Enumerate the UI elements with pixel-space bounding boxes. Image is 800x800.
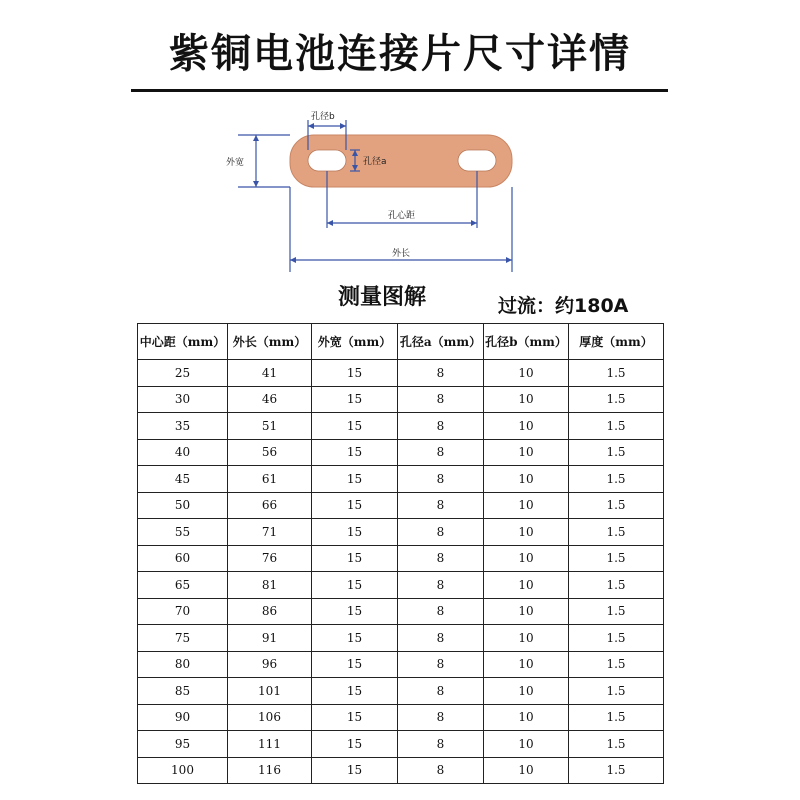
cell-hole-b: 10: [484, 413, 569, 440]
slot-right: [458, 150, 496, 171]
table-row: [138, 519, 664, 546]
table-row: [138, 731, 664, 758]
cell-hole-a: 8: [398, 439, 484, 466]
cell-hole-a: 8: [398, 757, 484, 784]
cell-thickness: 1.5: [569, 757, 664, 784]
cell-outer-width: 15: [312, 757, 398, 784]
label-outer-width: 外宽: [226, 158, 245, 168]
table-row: [138, 466, 664, 493]
cell-outer-width: 15: [312, 598, 398, 625]
label-hole-a: 孔径a: [363, 157, 387, 167]
cell-thickness: 1.5: [569, 572, 664, 599]
header-center-distance: 中心距（mm）: [138, 324, 228, 360]
cell-center-distance: 55: [138, 519, 228, 546]
cell-center-distance: 25: [138, 360, 228, 387]
cell-hole-b: 10: [484, 678, 569, 705]
cell-thickness: 1.5: [569, 386, 664, 413]
cell-thickness: 1.5: [569, 413, 664, 440]
cell-hole-b: 10: [484, 545, 569, 572]
cell-hole-b: 10: [484, 439, 569, 466]
header-hole-b: 孔径b（mm）: [484, 324, 569, 360]
cell-hole-a: 8: [398, 492, 484, 519]
cell-center-distance: 95: [138, 731, 228, 758]
cell-outer-width: 15: [312, 625, 398, 652]
cell-hole-a: 8: [398, 598, 484, 625]
cell-outer-length: 111: [228, 731, 312, 758]
cell-outer-length: 101: [228, 678, 312, 705]
cell-center-distance: 70: [138, 598, 228, 625]
cell-hole-b: 10: [484, 360, 569, 387]
cell-outer-width: 15: [312, 651, 398, 678]
cell-hole-a: 8: [398, 545, 484, 572]
cell-center-distance: 100: [138, 757, 228, 784]
table-row: [138, 651, 664, 678]
cell-thickness: 1.5: [569, 439, 664, 466]
cell-outer-width: 15: [312, 439, 398, 466]
cell-hole-b: 10: [484, 519, 569, 546]
cell-outer-width: 15: [312, 466, 398, 493]
cell-outer-length: 91: [228, 625, 312, 652]
table-row: [138, 572, 664, 599]
cell-outer-width: 15: [312, 731, 398, 758]
table-row: [138, 598, 664, 625]
cell-outer-width: 15: [312, 413, 398, 440]
cell-hole-a: 8: [398, 360, 484, 387]
cell-hole-a: 8: [398, 731, 484, 758]
table-row: [138, 360, 664, 387]
label-outer-length: 外长: [392, 249, 411, 259]
cell-hole-b: 10: [484, 572, 569, 599]
title-underline: [131, 89, 668, 92]
current-rating: 过流：约180A: [498, 295, 629, 317]
cell-outer-width: 15: [312, 360, 398, 387]
cell-center-distance: 65: [138, 572, 228, 599]
cell-thickness: 1.5: [569, 360, 664, 387]
cell-thickness: 1.5: [569, 651, 664, 678]
cell-thickness: 1.5: [569, 545, 664, 572]
cell-hole-a: 8: [398, 519, 484, 546]
cell-outer-length: 106: [228, 704, 312, 731]
cell-hole-a: 8: [398, 413, 484, 440]
slot-left: [308, 150, 346, 171]
cell-thickness: 1.5: [569, 678, 664, 705]
header-outer-length: 外长（mm）: [228, 324, 312, 360]
cell-hole-b: 10: [484, 757, 569, 784]
label-center-distance: 孔心距: [388, 211, 416, 221]
cell-hole-a: 8: [398, 386, 484, 413]
cell-hole-b: 10: [484, 731, 569, 758]
header-hole-a: 孔径a（mm）: [398, 324, 484, 360]
cell-outer-length: 96: [228, 651, 312, 678]
cell-hole-a: 8: [398, 625, 484, 652]
cell-thickness: 1.5: [569, 598, 664, 625]
table-row: [138, 439, 664, 466]
measurement-diagram: [226, 100, 530, 280]
header-outer-width: 外宽（mm）: [312, 324, 398, 360]
cell-outer-length: 66: [228, 492, 312, 519]
table-row: [138, 704, 664, 731]
cell-outer-length: 51: [228, 413, 312, 440]
table-row: [138, 545, 664, 572]
cell-center-distance: 80: [138, 651, 228, 678]
cell-center-distance: 75: [138, 625, 228, 652]
cell-hole-b: 10: [484, 466, 569, 493]
cell-hole-a: 8: [398, 572, 484, 599]
cell-center-distance: 35: [138, 413, 228, 440]
cell-outer-length: 56: [228, 439, 312, 466]
diagram-caption: 测量图解: [338, 285, 427, 310]
cell-center-distance: 60: [138, 545, 228, 572]
cell-hole-b: 10: [484, 625, 569, 652]
table-header-row: [138, 324, 664, 360]
cell-center-distance: 45: [138, 466, 228, 493]
cell-center-distance: 85: [138, 678, 228, 705]
cell-outer-width: 15: [312, 519, 398, 546]
cell-hole-b: 10: [484, 492, 569, 519]
cell-outer-length: 71: [228, 519, 312, 546]
cell-outer-width: 15: [312, 704, 398, 731]
label-hole-b: 孔径b: [311, 112, 335, 122]
cell-center-distance: 90: [138, 704, 228, 731]
page-title: 紫铜电池连接片尺寸详情: [169, 31, 631, 77]
table-row: [138, 678, 664, 705]
cell-hole-b: 10: [484, 598, 569, 625]
cell-outer-length: 41: [228, 360, 312, 387]
cell-outer-length: 46: [228, 386, 312, 413]
cell-thickness: 1.5: [569, 704, 664, 731]
table-row: [138, 413, 664, 440]
cell-hole-b: 10: [484, 704, 569, 731]
cell-outer-length: 61: [228, 466, 312, 493]
cell-hole-a: 8: [398, 704, 484, 731]
cell-thickness: 1.5: [569, 492, 664, 519]
table-row: [138, 386, 664, 413]
copper-plate-drawing: [230, 100, 530, 280]
cell-thickness: 1.5: [569, 466, 664, 493]
cell-center-distance: 30: [138, 386, 228, 413]
cell-hole-b: 10: [484, 386, 569, 413]
cell-outer-length: 116: [228, 757, 312, 784]
cell-center-distance: 40: [138, 439, 228, 466]
cell-outer-length: 81: [228, 572, 312, 599]
cell-outer-width: 15: [312, 545, 398, 572]
cell-hole-a: 8: [398, 651, 484, 678]
table-row: [138, 757, 664, 784]
spec-table: [137, 323, 664, 784]
cell-hole-b: 10: [484, 651, 569, 678]
table-row: [138, 625, 664, 652]
header-thickness: 厚度（mm）: [569, 324, 664, 360]
cell-thickness: 1.5: [569, 519, 664, 546]
cell-outer-length: 76: [228, 545, 312, 572]
cell-outer-width: 15: [312, 678, 398, 705]
table-row: [138, 492, 664, 519]
cell-center-distance: 50: [138, 492, 228, 519]
cell-thickness: 1.5: [569, 731, 664, 758]
cell-hole-a: 8: [398, 466, 484, 493]
cell-outer-width: 15: [312, 572, 398, 599]
cell-outer-length: 86: [228, 598, 312, 625]
cell-outer-width: 15: [312, 386, 398, 413]
cell-thickness: 1.5: [569, 625, 664, 652]
cell-outer-width: 15: [312, 492, 398, 519]
cell-hole-a: 8: [398, 678, 484, 705]
